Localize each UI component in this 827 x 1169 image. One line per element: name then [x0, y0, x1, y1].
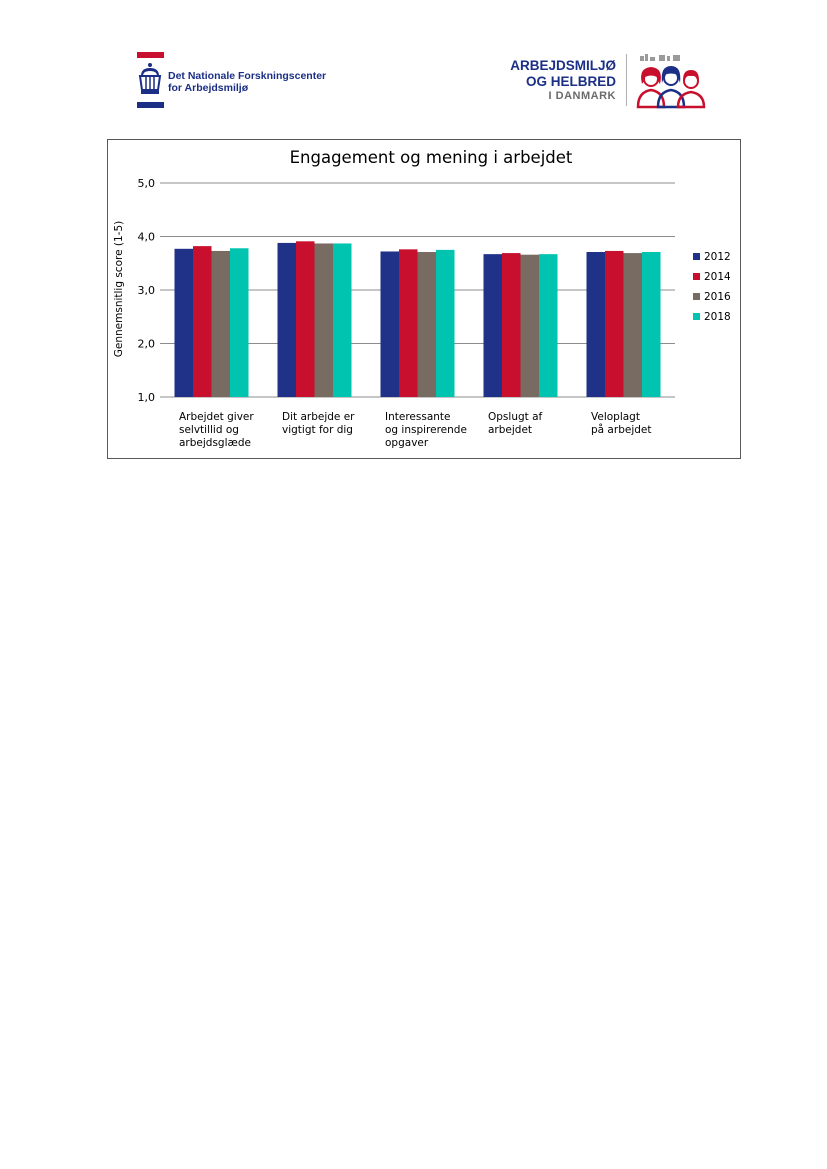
y-tick-label: 1,0: [137, 391, 155, 404]
y-axis-label: Gennemsnitlig score (1-5): [113, 220, 125, 358]
bar-2012: [587, 252, 606, 397]
legend-swatch-2016: [693, 293, 700, 300]
nfa-name-line1: Det Nationale Forskningscenter: [168, 70, 327, 82]
nfa-name-line2: for Arbejdsmiljø: [168, 82, 249, 94]
legend-swatch-2018: [693, 313, 700, 320]
chart-frame: [107, 139, 741, 459]
y-axis-ticks: [138, 177, 156, 404]
bar-2016: [521, 255, 540, 397]
x-tick-label: Interessante og inspirerende opgaver: [385, 411, 467, 449]
x-tick-label: Veloplagt på arbejdet: [591, 411, 652, 436]
bar-2018: [230, 248, 249, 397]
bar-2018: [333, 243, 352, 397]
bar-2016: [212, 251, 231, 397]
x-tick-label: Opslugt af arbejdet: [488, 411, 543, 436]
x-tick-label: Dit arbejde er vigtigt for dig: [282, 411, 355, 436]
bar-chart: [108, 140, 740, 458]
nfa-name: [168, 70, 326, 94]
flag-stripe-red: [137, 52, 164, 58]
bar-2018: [539, 254, 558, 397]
bar-2012: [484, 254, 503, 397]
bar-2014: [193, 246, 212, 397]
chart-title: Engagement og mening i arbejdet: [289, 148, 573, 167]
bar-2014: [399, 249, 418, 397]
bar-2014: [296, 241, 315, 397]
people-icon: [630, 50, 708, 110]
y-tick-label: 4,0: [137, 230, 155, 244]
y-tick-label: 3,0: [137, 284, 155, 297]
flag-stripe-blue: [137, 102, 164, 108]
bar-2014: [605, 251, 624, 397]
aoh-line3: I DANMARK: [548, 90, 616, 102]
legend-swatch-2012: [693, 253, 700, 260]
bar-2018: [642, 252, 661, 397]
bar-2016: [624, 253, 643, 397]
bar-2018: [436, 250, 455, 397]
crown-icon: [138, 62, 162, 98]
aoh-line1: ARBEJDSMILJØ: [510, 58, 616, 73]
y-tick-label: 5,0: [137, 177, 155, 190]
bars: [175, 241, 661, 397]
aoh-logo: [510, 50, 710, 110]
logo-separator: [626, 54, 627, 106]
aoh-line2: OG HELBRED: [525, 74, 616, 89]
legend-label-2016: 2016: [704, 291, 731, 303]
nfa-logo: [137, 52, 337, 110]
legend-label-2012: 2012: [704, 251, 731, 263]
legend-label-2014: 2014: [704, 271, 731, 283]
y-tick-label: 2,0: [137, 337, 155, 351]
bar-2012: [278, 243, 297, 397]
bar-2012: [175, 249, 194, 397]
legend: [693, 251, 731, 323]
bar-2012: [381, 251, 400, 397]
x-tick-label: Arbejdet giver selvtillid og arbejdsglæde: [179, 411, 254, 449]
legend-label-2018: 2018: [704, 311, 731, 323]
x-axis-labels: [179, 411, 651, 449]
bar-2016: [315, 243, 334, 397]
bar-2016: [418, 252, 437, 397]
bar-2014: [502, 253, 521, 397]
legend-swatch-2014: [693, 273, 700, 280]
